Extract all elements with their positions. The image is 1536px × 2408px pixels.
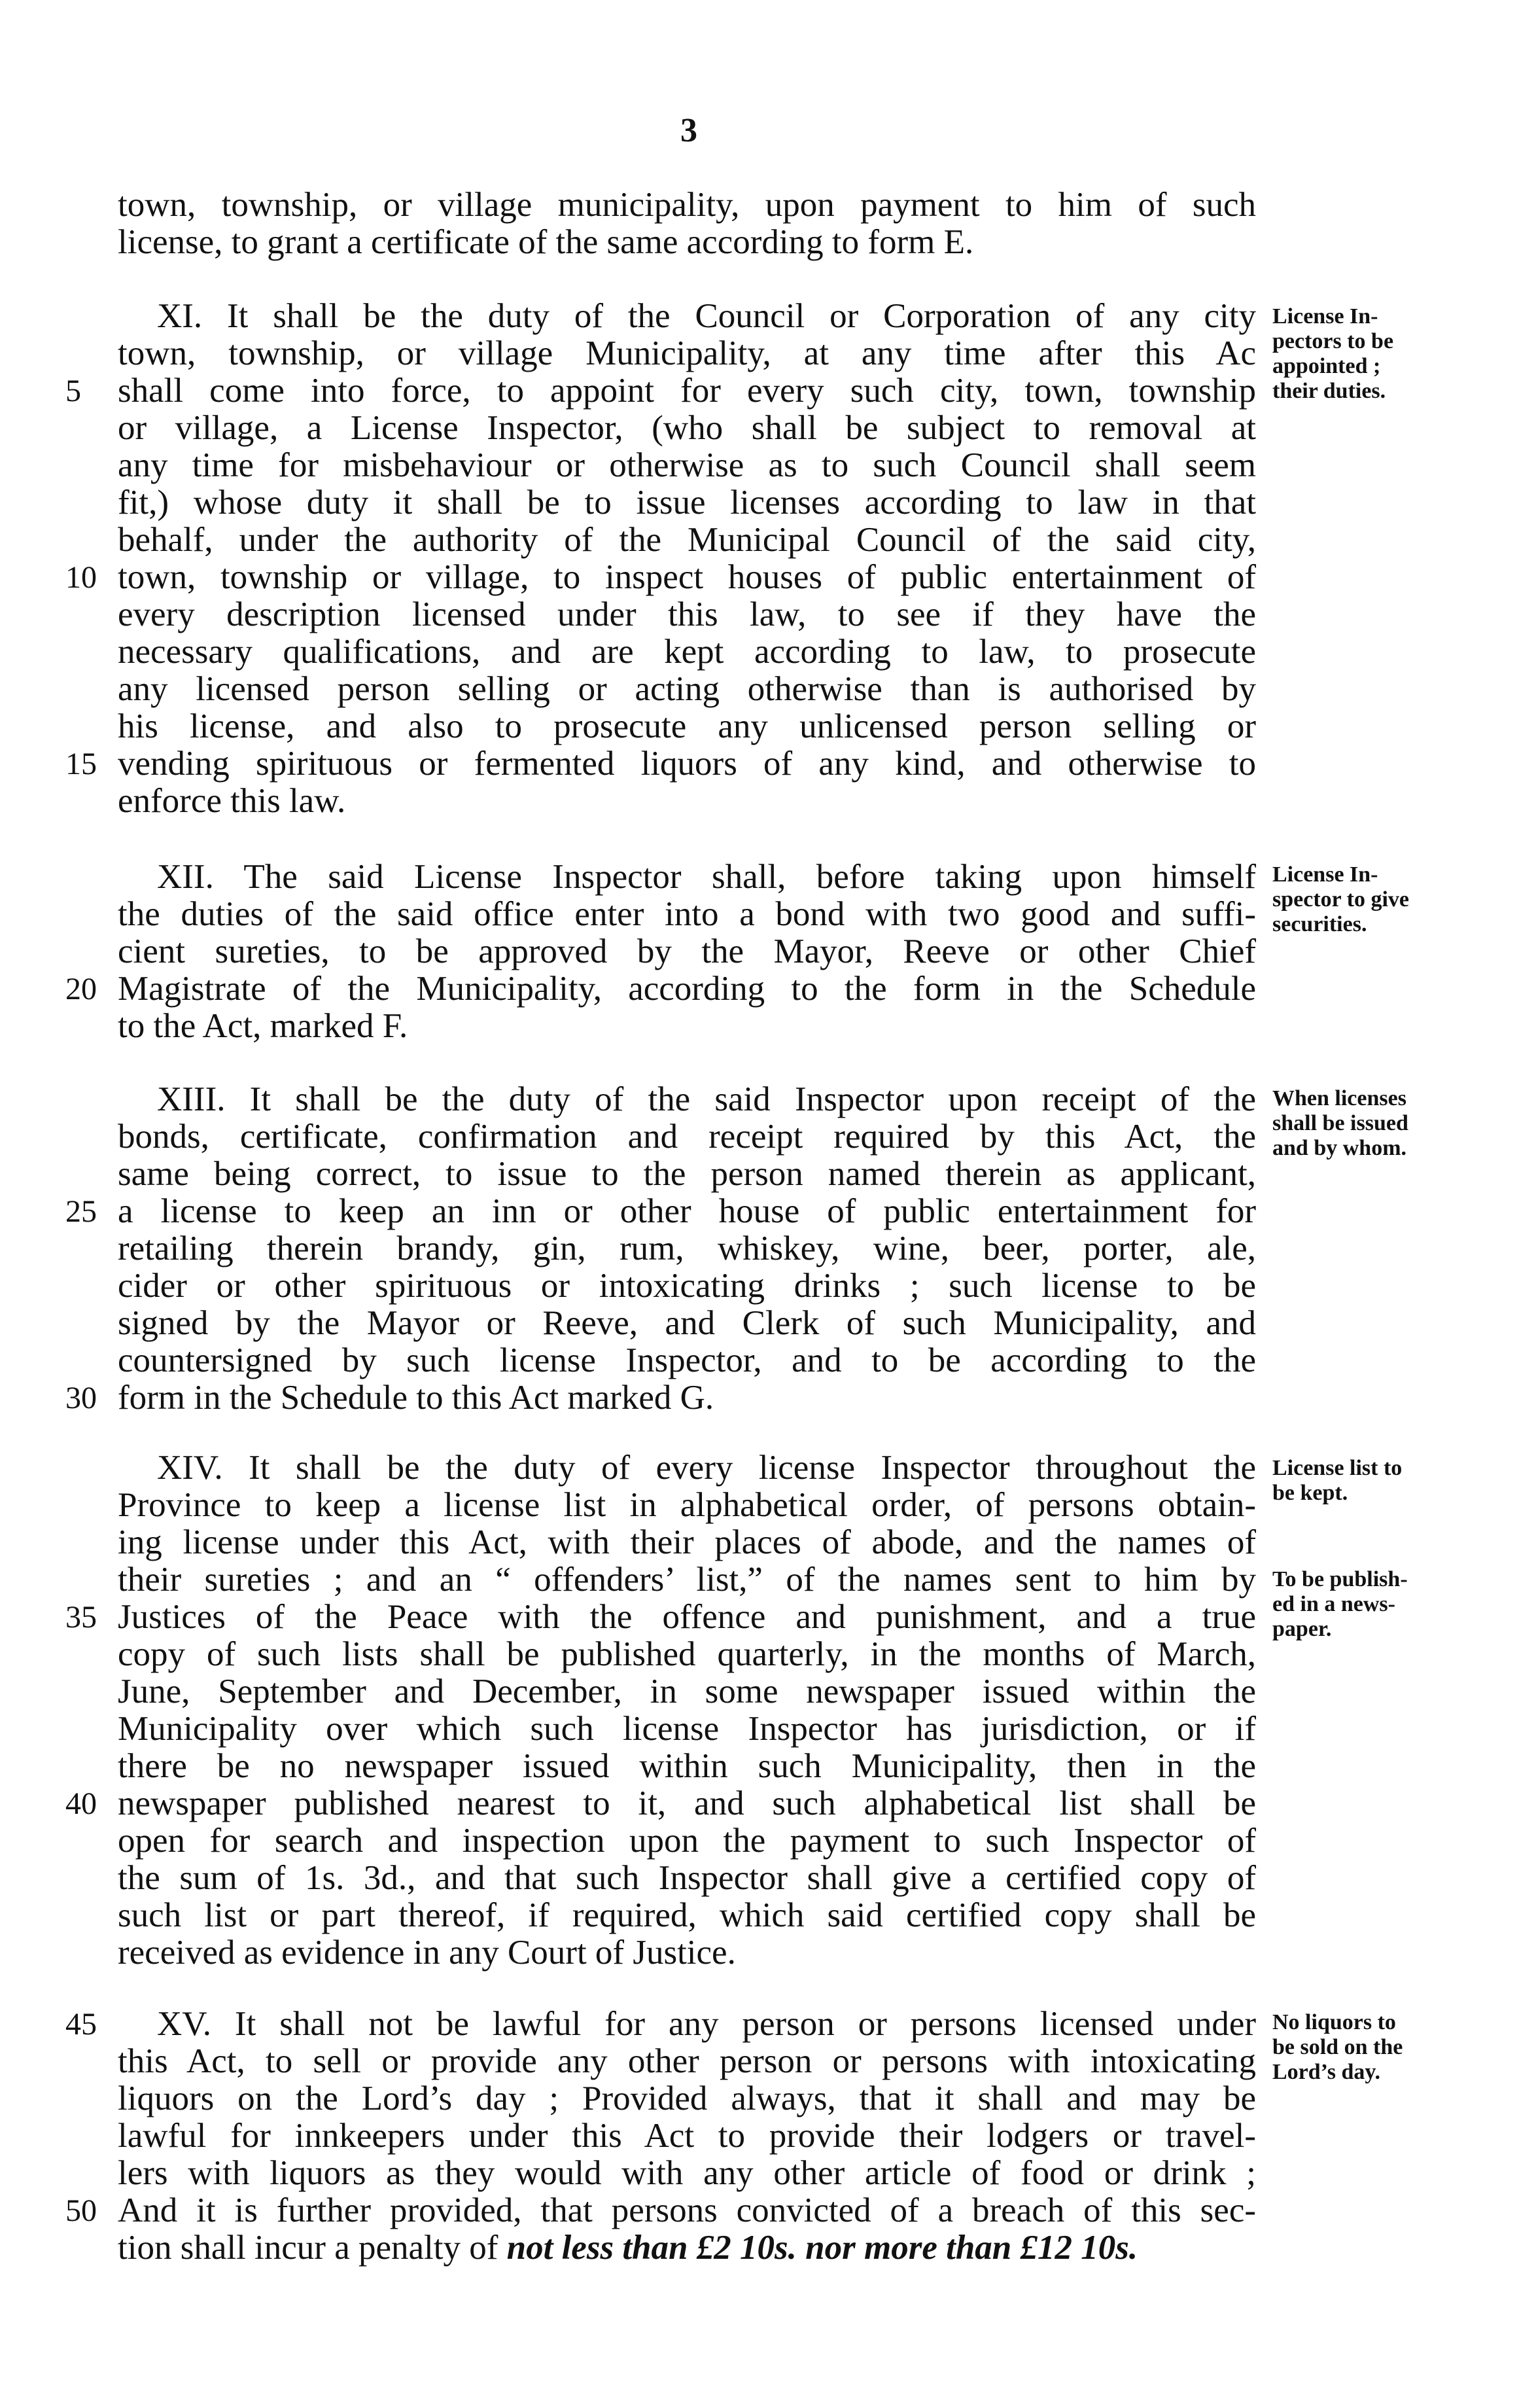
margin-note-line: securities. [1272, 912, 1367, 936]
body-line: countersigned by such license Inspector, and to be according to the [118, 1341, 1256, 1379]
margin-note [1272, 2010, 1508, 2085]
body-line: received as evidence in any Court of Justice. [118, 1934, 736, 1972]
body-line: Magistrate of the Municipality, according to the form in the Schedule [118, 970, 1256, 1008]
margin-note-line: pectors to be [1272, 329, 1394, 353]
line-number: 45 [65, 2007, 97, 2042]
body-line: XIII. It shall be the duty of the said Inspector upon receipt of the [157, 1080, 1256, 1118]
margin-note-line: License In- [1272, 304, 1378, 328]
margin-note-line: License In- [1272, 862, 1378, 887]
body-line: there be no newspaper issued within such Municipality, then in the [118, 1747, 1256, 1785]
body-line: And it is further provided, that persons convicted of a breach of this sec- [118, 2191, 1256, 2229]
body-line: enforce this law. [118, 782, 346, 820]
margin-note-line: ed in a news- [1272, 1592, 1395, 1616]
margin-note-line: spector to give [1272, 887, 1409, 912]
body-line: town, township, or village municipality, upon payment to him of such [118, 186, 1256, 224]
body-line: same being correct, to issue to the person named therein as applicant, [118, 1155, 1256, 1193]
body-line: such list or part thereof, if required, which said certified copy shall be [118, 1896, 1256, 1934]
body-line: or village, a License Inspector, (who shall be subject to removal at [118, 409, 1256, 447]
body-line-final [118, 2229, 1256, 2267]
body-line: the sum of 1s. 3d., and that such Inspector shall give a certified copy of [118, 1859, 1256, 1897]
body-line: liquors on the Lord’s day ; Provided always, that it shall and may be [118, 2080, 1256, 2117]
line-number: 20 [65, 972, 97, 1006]
margin-note-line: their duties. [1272, 379, 1386, 403]
margin-note-line: appointed ; [1272, 354, 1381, 378]
page-number: 3 [680, 112, 697, 149]
body-line: this Act, to sell or provide any other person or persons with intoxicating [118, 2042, 1256, 2080]
final-line-text: tion shall incur a penalty of [118, 2229, 507, 2267]
margin-note-line: Lord’s day. [1272, 2060, 1381, 2084]
margin-note [1272, 1456, 1508, 1506]
body-line: his license, and also to prosecute any unlicensed person selling or [118, 707, 1256, 745]
body-line: a license to keep an inn or other house of public entertainment for [118, 1192, 1256, 1230]
body-line: cider or other spirituous or intoxicating drinks ; such license to be [118, 1267, 1256, 1305]
body-line: open for search and inspection upon the payment to such Inspector of [118, 1822, 1256, 1860]
body-line: copy of such lists shall be published quarterly, in the months of March, [118, 1635, 1256, 1673]
margin-note-line: and by whom. [1272, 1136, 1407, 1160]
line-number: 35 [65, 1600, 97, 1635]
body-line: Municipality over which such license Inspector has jurisdiction, or if [118, 1710, 1256, 1748]
line-number: 10 [65, 560, 97, 595]
body-line: town, township or village, to inspect houses of public entertainment of [118, 558, 1256, 596]
line-number: 25 [65, 1194, 97, 1229]
body-line: necessary qualifications, and are kept according to law, to prosecute [118, 633, 1256, 671]
line-number: 40 [65, 1786, 97, 1821]
margin-note-line: When licenses [1272, 1086, 1406, 1110]
body-line: signed by the Mayor or Reeve, and Clerk of such Municipality, and [118, 1304, 1256, 1342]
body-line: to the Act, marked F. [118, 1007, 408, 1045]
body-line: shall come into force, to appoint for every such city, town, township [118, 372, 1256, 410]
body-line: town, township, or village Municipality, at any time after this Ac [118, 334, 1256, 372]
margin-note-line: No liquors to [1272, 2010, 1396, 2034]
body-line: form in the Schedule to this Act marked G. [118, 1379, 714, 1417]
body-line: XI. It shall be the duty of the Council or Corporation of any city [157, 297, 1256, 335]
margin-note [1272, 862, 1508, 937]
body-line: lers with liquors as they would with any other article of food or drink ; [118, 2154, 1256, 2192]
body-line: fit,) whose duty it shall be to issue licenses according to law in that [118, 484, 1256, 522]
line-number: 30 [65, 1381, 97, 1415]
body-line: June, September and December, in some newspaper issued within the [118, 1673, 1256, 1710]
margin-note [1272, 1567, 1508, 1642]
margin-note [1272, 304, 1508, 404]
margin-note-line: To be publish- [1272, 1567, 1408, 1591]
body-line: behalf, under the authority of the Municipal Council of the said city, [118, 521, 1256, 559]
line-number: 50 [65, 2193, 97, 2228]
margin-note-line: be kept. [1272, 1481, 1348, 1505]
body-line: Justices of the Peace with the offence and punishment, and a true [118, 1598, 1256, 1636]
penalty-amount: not less than £2 10s. nor more than £12 10s. [506, 2229, 1138, 2267]
body-line: retailing therein brandy, gin, rum, whiskey, wine, beer, porter, ale, [118, 1230, 1256, 1267]
margin-note-line: be sold on the [1272, 2035, 1403, 2059]
body-line: XIV. It shall be the duty of every license Inspector throughout the [157, 1449, 1256, 1487]
body-line: every description licensed under this law, to see if they have the [118, 595, 1256, 633]
body-line: XV. It shall not be lawful for any person or persons licensed under [157, 2005, 1256, 2043]
margin-note-line: shall be issued [1272, 1111, 1408, 1135]
body-line: any time for misbehaviour or otherwise as to such Council shall seem [118, 446, 1256, 484]
line-number: 5 [65, 374, 81, 408]
body-line: the duties of the said office enter into a bond with two good and suffi- [118, 895, 1256, 933]
body-line: ing license under this Act, with their places of abode, and the names of [118, 1523, 1256, 1561]
body-line: license, to grant a certificate of the same according to form E. [118, 223, 974, 261]
body-line: newspaper published nearest to it, and such alphabetical list shall be [118, 1784, 1256, 1822]
body-line: bonds, certificate, confirmation and receipt required by this Act, the [118, 1118, 1256, 1156]
body-line: Province to keep a license list in alphabetical order, of persons obtain- [118, 1486, 1256, 1524]
margin-note-line: paper. [1272, 1617, 1332, 1641]
line-number: 15 [65, 747, 97, 781]
margin-note [1272, 1086, 1508, 1161]
body-line: vending spirituous or fermented liquors of any kind, and otherwise to [118, 745, 1256, 783]
body-line: lawful for innkeepers under this Act to provide their lodgers or travel- [118, 2117, 1256, 2155]
body-line: any licensed person selling or acting otherwise than is authorised by [118, 670, 1256, 708]
margin-note-line: License list to [1272, 1456, 1403, 1480]
body-line: XII. The said License Inspector shall, before taking upon himself [157, 858, 1256, 896]
body-line: their sureties ; and an “ offenders’ list,” of the names sent to him by [118, 1561, 1256, 1599]
body-line: cient sureties, to be approved by the Mayor, Reeve or other Chief [118, 932, 1256, 970]
